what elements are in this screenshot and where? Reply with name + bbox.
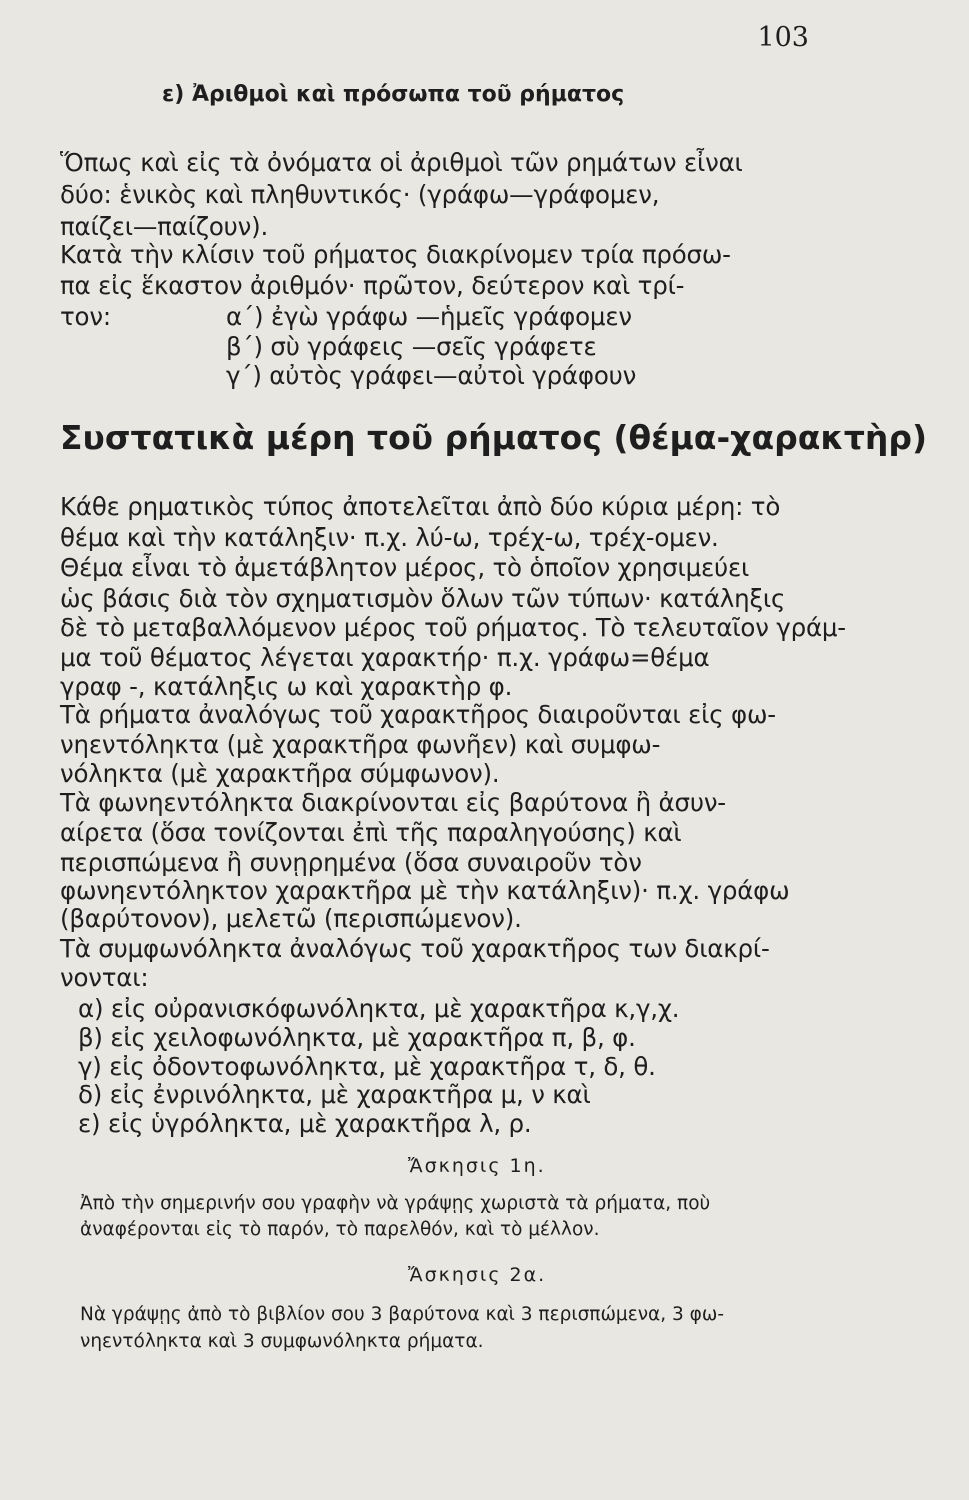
text-line: φωνηεντόληκτον χαρακτῆρα μὲ τὴν κατάληξιν)· π.χ. γράφω bbox=[60, 876, 790, 905]
text-line: νονται: bbox=[60, 963, 149, 992]
text-line: περισπώμενα ἢ συνῃρημένα (ὅσα συναιροῦν τὸν bbox=[60, 848, 642, 877]
exercise-title: Ἄσκησις 1η. bbox=[408, 1155, 546, 1177]
text-line: νηεντόληκτα (μὲ χαρακτῆρα φωνῆεν) καὶ συμφω- bbox=[60, 730, 661, 759]
text-line: Θέμα εἶναι τὸ ἀμετάβλητον μέρος, τὸ ὁποῖον χρησιμεύει bbox=[60, 553, 750, 582]
page-number: 103 bbox=[757, 22, 809, 53]
text-line: δὲ τὸ μεταβαλλόμενον μέρος τοῦ ρήματος. Τὸ τελευταῖον γράμ- bbox=[60, 613, 846, 642]
list-item: α) εἰς οὐρανισκόφωνόληκτα, μὲ χαρακτῆρα κ,γ,χ. bbox=[78, 994, 680, 1023]
text-line: (βαρύτονον), μελετῶ (περισπώμενον). bbox=[60, 904, 522, 933]
text-line: Κατὰ τὴν κλίσιν τοῦ ρήματος διακρίνομεν τρία πρόσω- bbox=[60, 240, 731, 269]
list-item: ε) εἰς ὑγρόληκτα, μὲ χαρακτῆρα λ, ρ. bbox=[78, 1109, 532, 1138]
text-line: Τὰ ρήματα ἀναλόγως τοῦ χαρακτῆρος διαιροῦνται εἰς φω- bbox=[60, 700, 776, 729]
text-line: θέμα καὶ τὴν κατάληξιν· π.χ. λύ-ω, τρέχ-ω, τρέχ-ομεν. bbox=[60, 523, 719, 552]
text-line: Κάθε ρηματικὸς τύπος ἀποτελεῖται ἀπὸ δύο κύρια μέρη: τὸ bbox=[60, 492, 781, 521]
persons-label: τον: bbox=[60, 302, 111, 331]
text-line: Ὅπως καὶ εἰς τὰ ὀνόματα οἱ ἀριθμοὶ τῶν ρημάτων εἶναι bbox=[60, 148, 743, 177]
text-line: γραφ -, κατάληξις ω καὶ χαρακτὴρ φ. bbox=[60, 672, 513, 701]
list-item: δ) εἰς ἐνρινόληκτα, μὲ χαρακτῆρα μ, ν καὶ bbox=[78, 1080, 591, 1109]
text-line: αίρετα (ὅσα τονίζονται ἐπὶ τῆς παραληγούσης) καὶ bbox=[60, 818, 682, 847]
person-row: α΄) ἐγὼ γράφω —ἡμεῖς γράφομεν bbox=[226, 302, 632, 331]
exercise-line: Ἀπὸ τὴν σημερινήν σου γραφὴν νὰ γράψῃς χωριστὰ τὰ ρήματα, ποὺ bbox=[80, 1193, 711, 1214]
text-line: νόληκτα (μὲ χαρακτῆρα σύμφωνον). bbox=[60, 759, 500, 788]
text-line: ὡς βάσις διὰ τὸν σχηματισμὸν ὅλων τῶν τύπων· κατάληξις bbox=[60, 584, 786, 613]
exercise-line: Νὰ γράψῃς ἀπὸ τὸ βιβλίον σου 3 βαρύτονα καὶ 3 περισπώμενα, 3 φω- bbox=[80, 1304, 725, 1325]
person-row: β΄) σὺ γράφεις —σεῖς γράφετε bbox=[226, 332, 597, 361]
text-line: παίζει—παίζουν). bbox=[60, 212, 269, 241]
section-heading: Συστατικὰ μέρη τοῦ ρήματος (θέμα-χαρακτὴρ) bbox=[60, 418, 928, 457]
text-line: μα τοῦ θέματος λέγεται χαρακτήρ· π.χ. γράφω=θέμα bbox=[60, 643, 710, 672]
person-row: γ΄) αὐτὸς γράφει—αὐτοὶ γράφουν bbox=[226, 361, 637, 390]
exercise-line: ἀναφέρονται εἰς τὸ παρόν, τὸ παρελθόν, καὶ τὸ μέλλον. bbox=[80, 1219, 600, 1240]
list-item: β) εἰς χειλοφωνόληκτα, μὲ χαρακτῆρα π, β, φ. bbox=[78, 1023, 636, 1052]
text-line: πα εἰς ἕκαστον ἀριθμόν· πρῶτον, δεύτερον καὶ τρί- bbox=[60, 271, 685, 300]
section-title: ε) Ἀριθμοὶ καὶ πρόσωπα τοῦ ρήματος bbox=[162, 82, 625, 107]
text-line: Τὰ φωνηεντόληκτα διακρίνονται εἰς βαρύτονα ἢ ἀσυν- bbox=[60, 788, 726, 817]
exercise-line: νηεντόληκτα καὶ 3 συμφωνόληκτα ρήματα. bbox=[80, 1331, 484, 1352]
exercise-title: Ἄσκησις 2α. bbox=[408, 1264, 547, 1286]
list-item: γ) εἰς ὀδοντοφωνόληκτα, μὲ χαρακτῆρα τ, δ, θ. bbox=[78, 1052, 656, 1081]
text-line: Τὰ συμφωνόληκτα ἀναλόγως τοῦ χαρακτῆρος των διακρί- bbox=[60, 934, 770, 963]
text-line: δύο: ἑνικὸς καὶ πληθυντικός· (γράφω—γράφομεν, bbox=[60, 180, 660, 209]
